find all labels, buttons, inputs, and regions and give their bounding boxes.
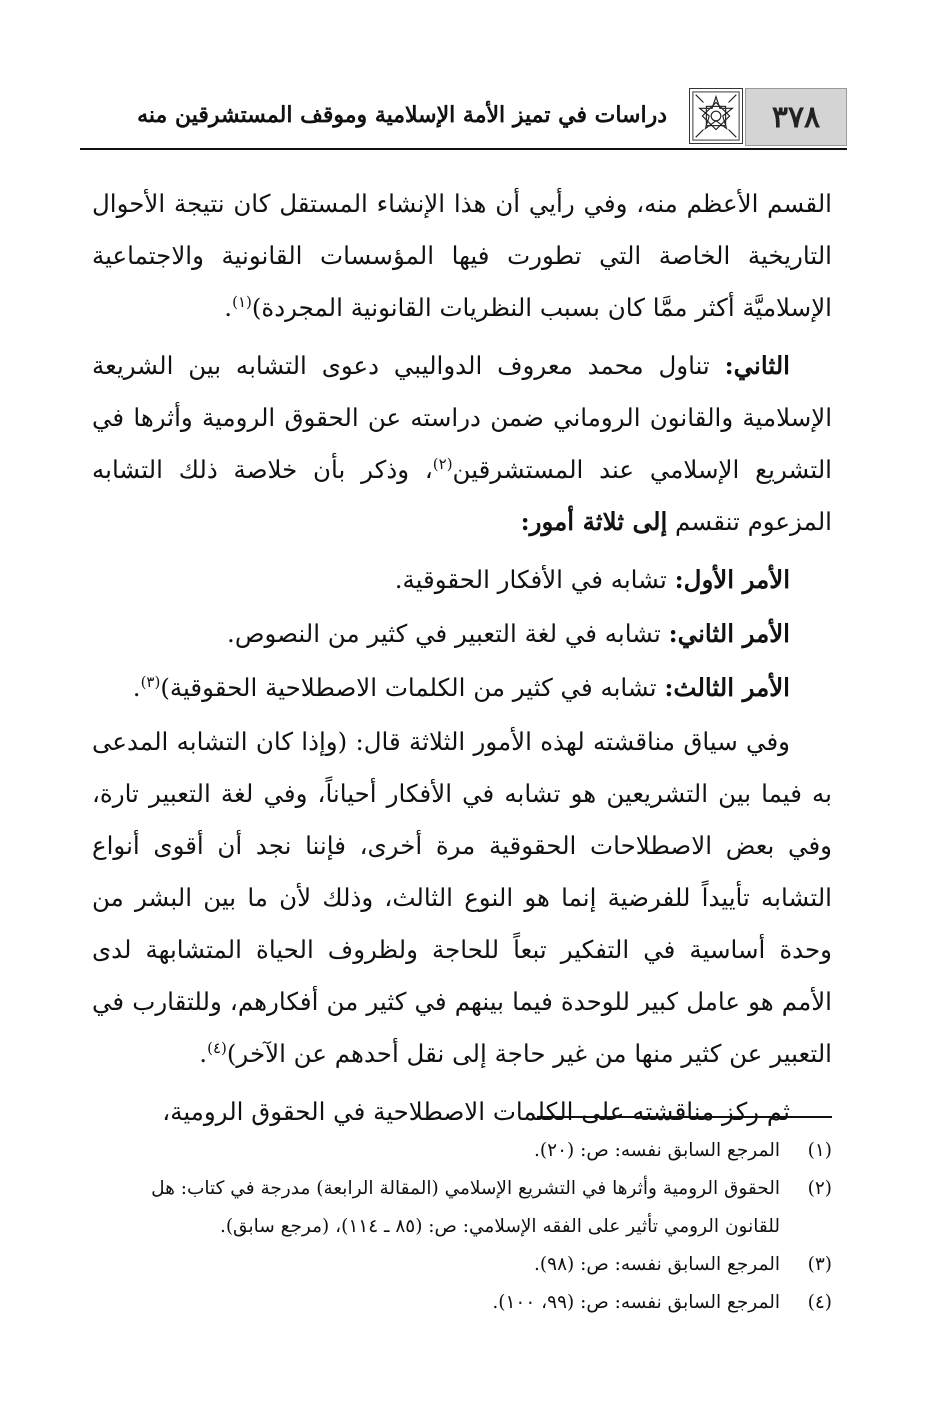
paragraph-tail: . <box>224 293 233 322</box>
paragraph-tail: ، وذكر بأن خلاصة ذلك التشابه المزعوم تنقسم <box>92 455 832 536</box>
item-text: تشابه في كثير من الكلمات الاصطلاحية الحقوقية) <box>160 673 665 702</box>
page-header <box>80 88 847 144</box>
footnote-3 <box>92 1246 832 1284</box>
main-text <box>92 178 832 1144</box>
footnote-number: (٣) <box>807 1254 832 1275</box>
item-tail: . <box>132 673 141 702</box>
paragraph-text: ثم ركز مناقشته على الكلمات الاصطلاحية في الحقوق الرومية، <box>162 1097 790 1126</box>
paragraph-text: وفي سياق مناقشته لهذه الأمور الثلاثة قال: (وإذا كان التشابه المدعى به فيما بين التشريعين هو تشابه في الأفكار أحياناً، وفي لغة التعبير تارة، وفي بعض الاصطلاحات الحقوقية مرة أخرى، فإننا نجد أن أقوى أنواع التشابه تأييداً للفرضية إنما هو النوع الثالث، وذلك لأن ما بين البشر من وحدة أساسية في التفكير تبعاً للحاجة ولظروف الحياة المتشابهة لدى الأمم هو عامل كبير للوحدة فيما بينهم في كثير من أفكارهم، وللتقارب في التعبير عن كثير منها من غير حاجة إلى نقل أحدهم عن الآخر) <box>92 727 832 1068</box>
footnote-ref-4: (٤) <box>207 1038 227 1057</box>
paragraph-2 <box>92 340 832 548</box>
paragraph-3 <box>92 716 832 1080</box>
item-text: تشابه في لغة التعبير في كثير من النصوص. <box>227 619 669 648</box>
islamic-star-ornament-icon <box>689 88 743 144</box>
footnote-text: المرجع السابق نفسه: ص: (٩٩، ١٠٠). <box>492 1292 780 1313</box>
footnote-1 <box>92 1132 832 1170</box>
paragraph-tail-bold: إلى ثلاثة أمور: <box>520 507 668 536</box>
paragraph-text: القسم الأعظم منه، وفي رأيي أن هذا الإنشاء المستقل كان نتيجة الأحوال التاريخية الخاصة التي تطورت فيها المؤسسات القانونية والاجتماعية الإسلاميَّة أكثر ممَّا كان بسبب النظريات القانونية المجردة) <box>92 189 832 322</box>
footnotes <box>92 1132 832 1322</box>
footnote-number: (٢) <box>807 1178 832 1199</box>
footnote-text: الحقوق الرومية وأثرها في التشريع الإسلامي (المقالة الرابعة) مدرجة في كتاب: هل للقانون الرومي تأثير على الفقه الإسلامي: ص: (٨٥ ـ ١١٤)، (مرجع سابق). <box>151 1178 780 1237</box>
footnote-ref-3: (٣) <box>140 672 161 691</box>
item-lead: الأمر الأول: <box>674 565 790 594</box>
list-item-3 <box>92 662 832 714</box>
paragraph-4 <box>92 1086 832 1138</box>
footnote-text: المرجع السابق نفسه: ص: (٩٨). <box>534 1254 780 1275</box>
paragraph-tail: . <box>199 1039 208 1068</box>
paragraph-1 <box>92 178 832 334</box>
footnote-ref-2: (٢) <box>432 454 453 473</box>
paragraph-text: تناول محمد معروف الدواليبي دعوى التشابه بين الشريعة الإسلامية والقانون الروماني ضمن دراسته عن الحقوق الرومية وأثرها في التشريع الإسلامي عند المستشرقين <box>92 351 832 484</box>
running-title: دراسات في تميز الأمة الإسلامية وموقف المستشرقين منه <box>137 102 667 128</box>
list-item-2 <box>92 608 832 660</box>
header-rule <box>80 148 847 150</box>
footnote-number: (١) <box>807 1140 832 1161</box>
footnote-2 <box>92 1170 832 1246</box>
footnote-number: (٤) <box>807 1292 832 1313</box>
footnote-separator <box>537 1116 832 1118</box>
footnote-text: المرجع السابق نفسه: ص: (٢٠). <box>534 1140 780 1161</box>
item-lead: الأمر الثالث: <box>664 673 790 702</box>
page-number: ٣٧٨ <box>745 88 847 146</box>
footnote-4 <box>92 1284 832 1322</box>
list-item-1 <box>92 554 832 606</box>
item-text: تشابه في الأفكار الحقوقية. <box>394 565 675 594</box>
paragraph-lead: الثاني: <box>724 351 790 380</box>
item-lead: الأمر الثاني: <box>668 619 790 648</box>
footnote-ref-1: (١) <box>232 292 252 311</box>
